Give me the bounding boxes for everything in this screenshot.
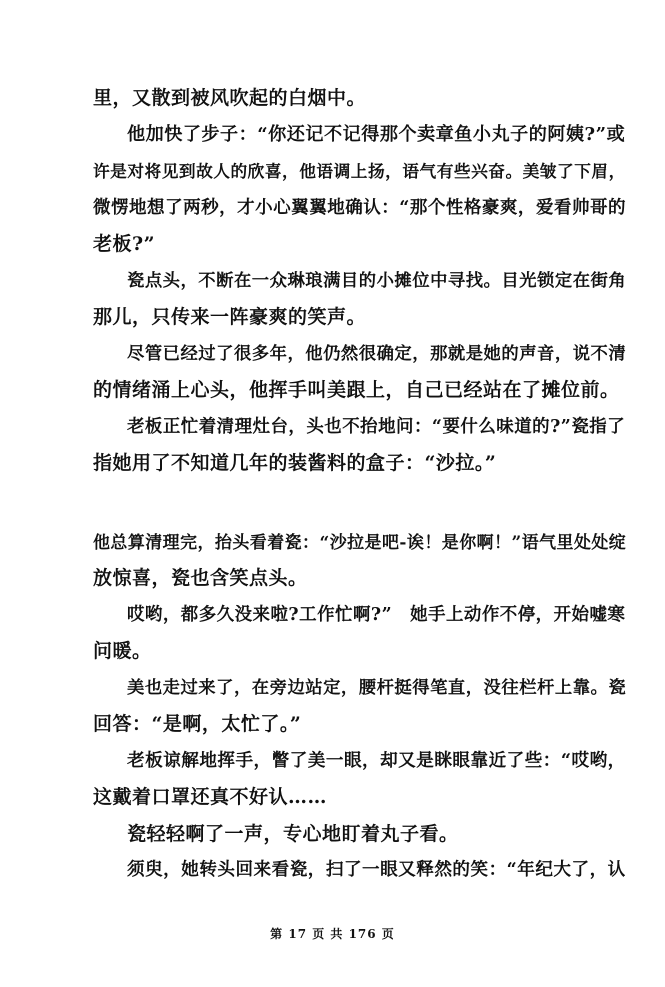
text-line: 尽管已经过了很多年，他仍然很确定，那就是她的声音，说不清 — [127, 344, 627, 364]
text-line: 须臾，她转头回来看瓷，扫了一眼又释然的笑：“年纪大了，认 — [127, 859, 626, 880]
text-line: 的情绪涌上心头，他挥手叫美跟上，自己已经站在了摊位前。 — [93, 379, 620, 401]
text-line: 里，又散到被风吹起的白烟中。 — [93, 87, 367, 109]
text-line: 老板?” — [93, 233, 156, 255]
text-line: 许是对将见到故人的欣喜，他语调上扬，语气有些兴奋。美皱了下眉， — [93, 161, 626, 181]
text-line: 美也走过来了，在旁边站定，腰杆挺得笔直，没往栏杆上靠。瓷 — [127, 678, 627, 698]
text-line: 哎哟，都多久没来啦?工作忙啊?” 她手上动作不停，开始嘘寒 — [127, 605, 626, 625]
text-line: 指她用了不知道几年的装酱料的盒子：“沙拉。” — [93, 452, 497, 474]
page-number: 第 17 页 共 176 页 — [270, 927, 395, 941]
text-line: 微愣地想了两秒，才小心翼翼地确认：“那个性格豪爽，爱看帅哥的 — [93, 198, 627, 218]
text-line: 老板谅解地挥手，瞥了美一眼，却又是眯眼靠近了些：“哎哟， — [127, 750, 626, 771]
text-line: 老板正忙着清理灶台，头也不抬地问：“要什么味道的?”瓷指了 — [127, 417, 626, 437]
text-line: 瓷点头，不断在一众琳琅满目的小摊位中寻找。目光锁定在街角 — [127, 271, 627, 291]
text-line: 回答：“是啊，太忙了。” — [93, 713, 302, 735]
text-line: 放惊喜，瓷也含笑点头。 — [93, 567, 308, 589]
text-line: 这戴着口罩还真不好认…… — [93, 786, 328, 808]
text-line: 他加快了步子：“你还记不记得那个卖章鱼小丸子的阿姨?”或 — [127, 124, 626, 145]
text-line: 瓷轻轻啊了一声，专心地盯着丸子看。 — [127, 823, 459, 845]
text-line: 那儿，只传来一阵豪爽的笑声。 — [93, 306, 367, 328]
text-line: 问暖。 — [93, 640, 152, 662]
text-line: 他总算清理完，抬头看着瓷：“沙拉是吧-诶！是你啊！”语气里处处绽 — [93, 532, 627, 552]
